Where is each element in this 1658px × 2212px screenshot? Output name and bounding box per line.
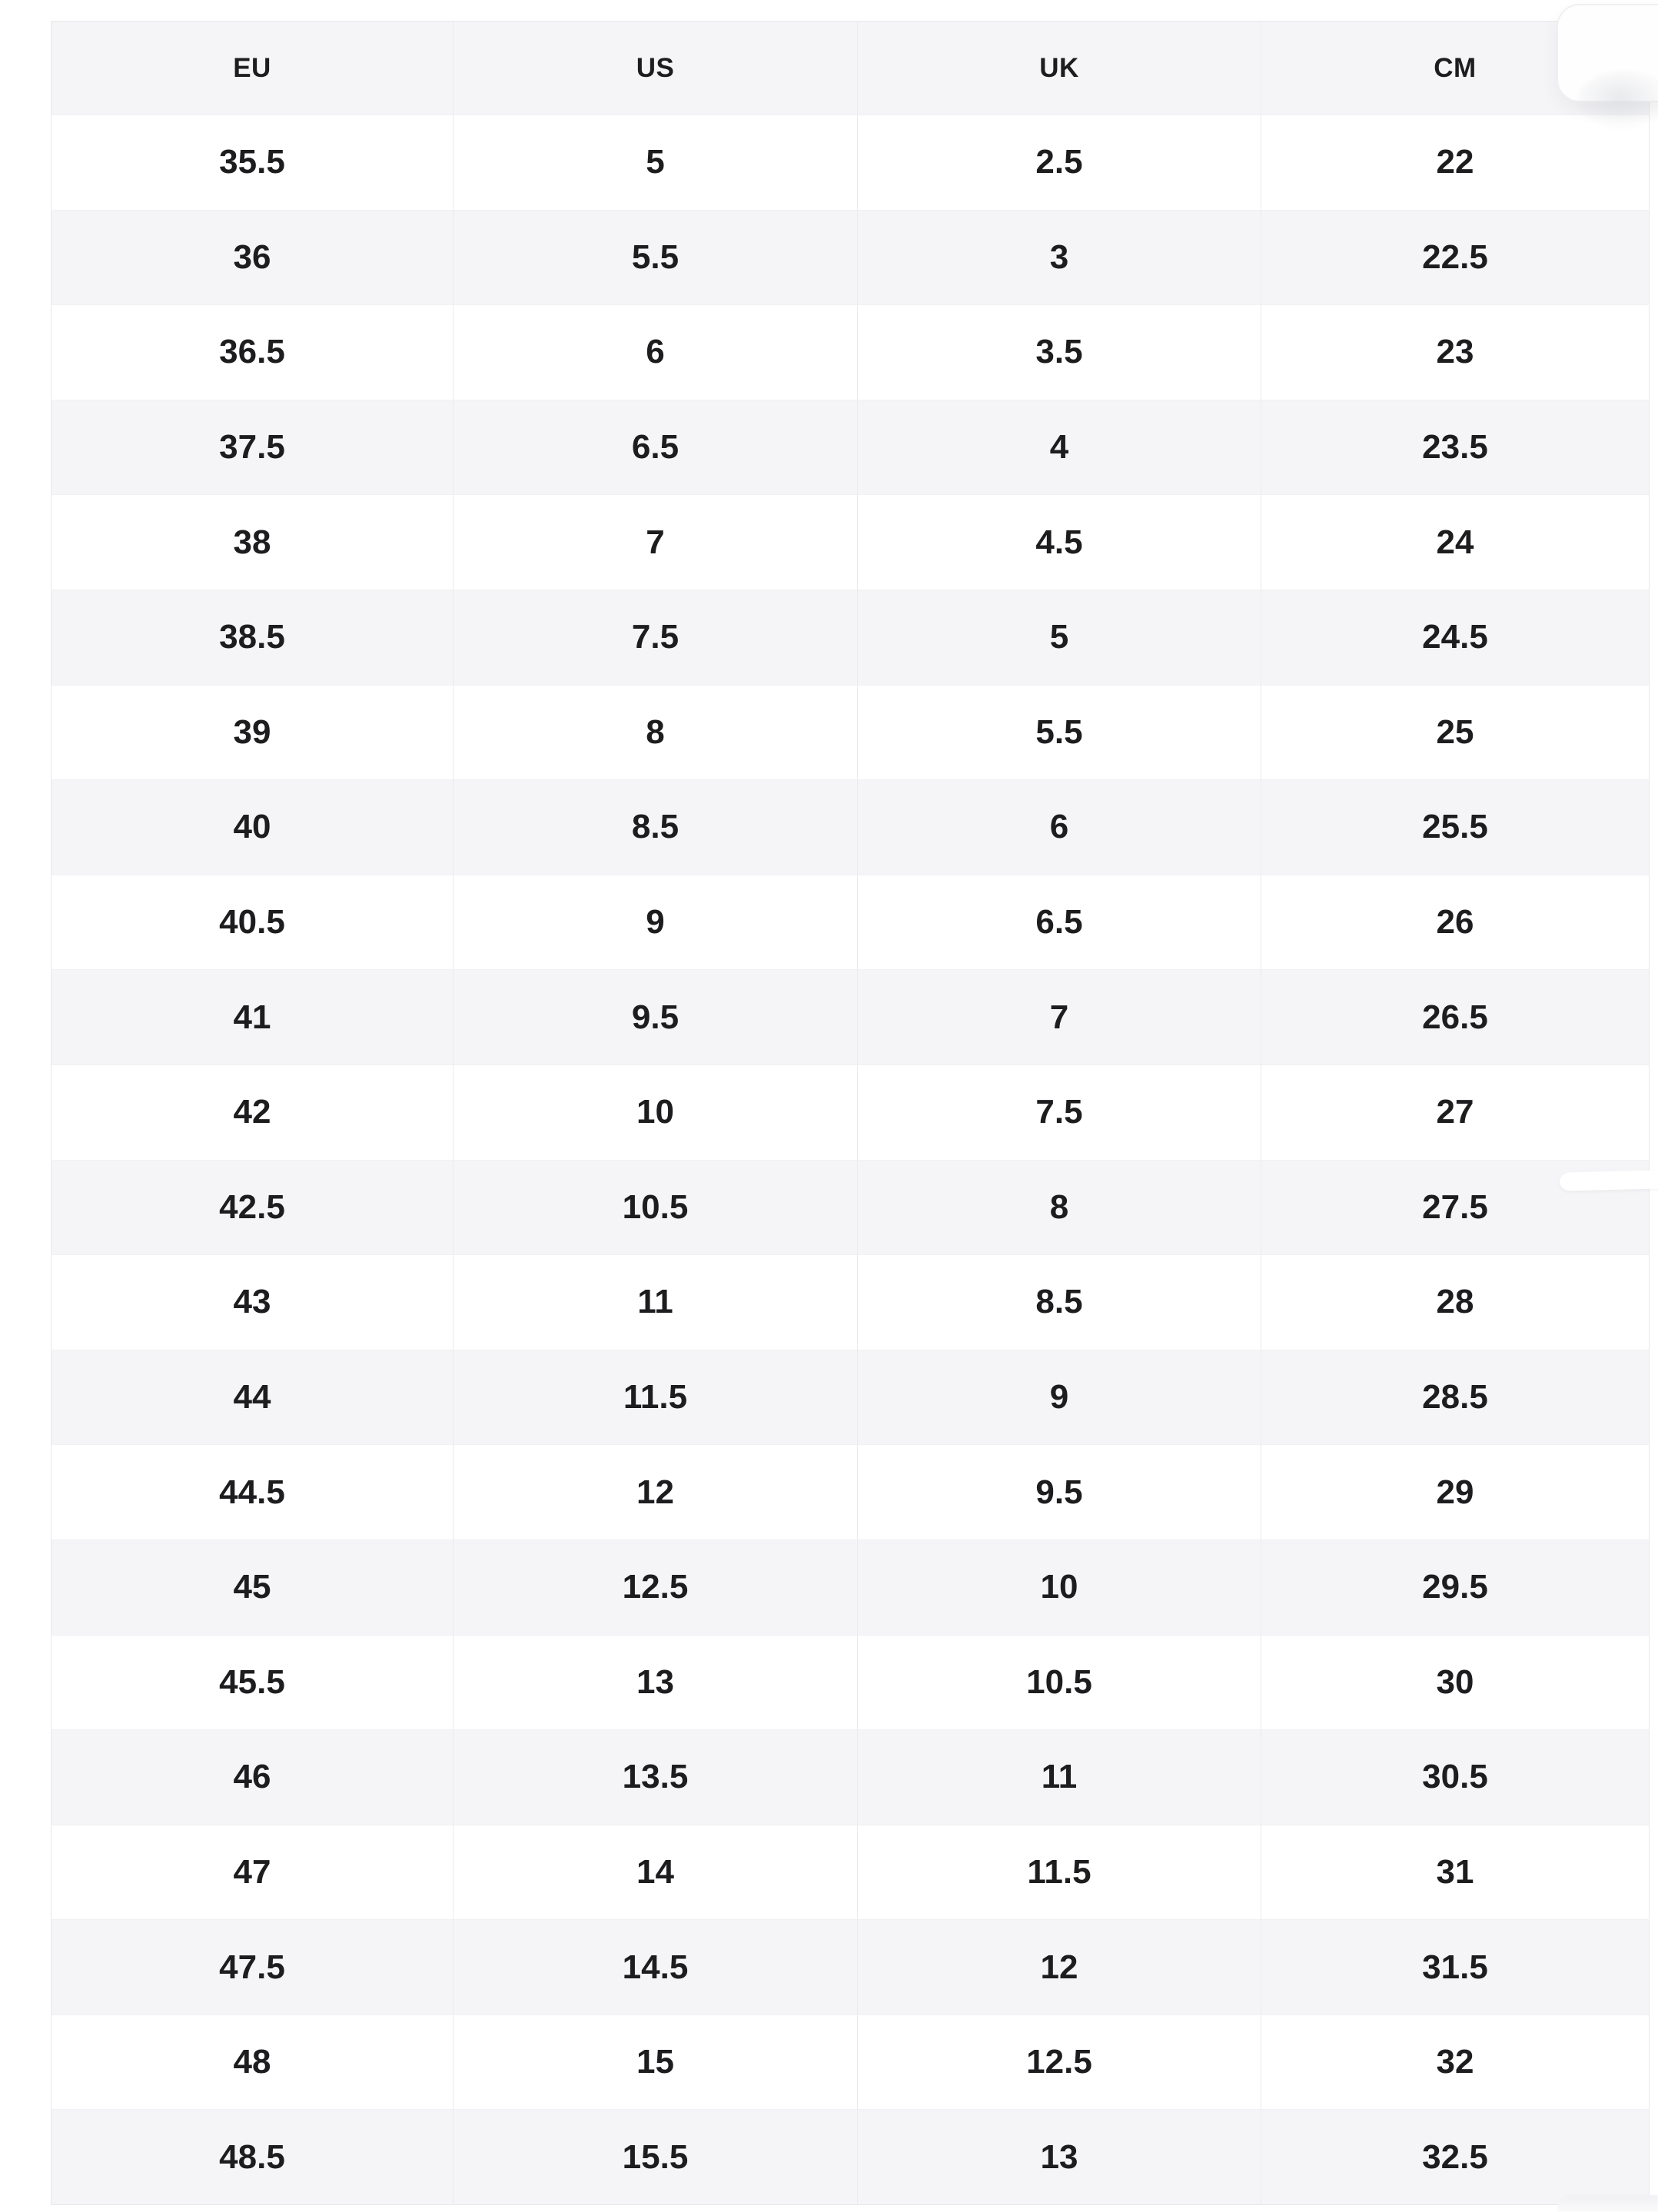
size-cell: 44 xyxy=(52,1350,454,1445)
size-cell: 2.5 xyxy=(858,115,1261,211)
size-cell: 11 xyxy=(454,1255,858,1350)
size-cell: 5.5 xyxy=(454,210,858,305)
size-conversion-table xyxy=(51,21,1650,2205)
size-cell: 7 xyxy=(454,495,858,590)
size-cell: 6 xyxy=(454,305,858,400)
size-cell: 36.5 xyxy=(52,305,454,400)
size-cell: 26 xyxy=(1261,875,1650,970)
size-cell: 25.5 xyxy=(1261,780,1650,875)
size-cell: 22 xyxy=(1261,115,1650,211)
size-cell: 48.5 xyxy=(52,2110,454,2205)
size-cell: 22.5 xyxy=(1261,210,1650,305)
size-cell: 47.5 xyxy=(52,1920,454,2015)
size-cell: 42 xyxy=(52,1064,454,1160)
table-row xyxy=(52,875,1650,970)
table-row xyxy=(52,2110,1650,2205)
table-row xyxy=(52,1635,1650,1730)
size-cell: 23 xyxy=(1261,305,1650,400)
size-cell: 14 xyxy=(454,1825,858,1920)
table-row xyxy=(52,1255,1650,1350)
size-cell: 38 xyxy=(52,495,454,590)
size-cell: 48 xyxy=(52,2014,454,2110)
size-cell: 41 xyxy=(52,970,454,1065)
size-cell: 31 xyxy=(1261,1825,1650,1920)
size-cell: 30.5 xyxy=(1261,1730,1650,1825)
size-cell: 3 xyxy=(858,210,1261,305)
size-cell: 10.5 xyxy=(454,1160,858,1255)
size-cell: 5 xyxy=(454,115,858,211)
table-row xyxy=(52,1445,1650,1540)
size-cell: 13 xyxy=(454,1635,858,1730)
size-cell: 28.5 xyxy=(1261,1350,1650,1445)
size-cell: 25 xyxy=(1261,685,1650,780)
table-row xyxy=(52,1730,1650,1825)
table-row xyxy=(52,780,1650,875)
column-header-us: US xyxy=(454,22,858,115)
size-cell: 10 xyxy=(858,1539,1261,1635)
table-row xyxy=(52,1920,1650,2015)
size-cell: 9.5 xyxy=(454,970,858,1065)
size-cell: 24 xyxy=(1261,495,1650,590)
floating-card-edge-artifact xyxy=(1560,1170,1658,1191)
size-cell: 39 xyxy=(52,685,454,780)
header-row xyxy=(52,22,1650,115)
size-cell: 44.5 xyxy=(52,1445,454,1540)
table-row xyxy=(52,590,1650,685)
size-cell: 37.5 xyxy=(52,400,454,495)
size-cell: 5 xyxy=(858,590,1261,685)
size-cell: 12.5 xyxy=(858,2014,1261,2110)
column-header-uk: UK xyxy=(858,22,1261,115)
size-cell: 47 xyxy=(52,1825,454,1920)
size-cell: 4.5 xyxy=(858,495,1261,590)
size-cell: 11 xyxy=(858,1730,1261,1825)
size-cell: 10 xyxy=(454,1064,858,1160)
size-cell: 9.5 xyxy=(858,1445,1261,1540)
size-cell: 3.5 xyxy=(858,305,1261,400)
size-cell: 27.5 xyxy=(1261,1160,1650,1255)
table-row xyxy=(52,685,1650,780)
table-row xyxy=(52,1825,1650,1920)
size-cell: 12 xyxy=(454,1445,858,1540)
size-cell: 12 xyxy=(858,1920,1261,2015)
size-cell: 7.5 xyxy=(858,1064,1261,1160)
size-cell: 45.5 xyxy=(52,1635,454,1730)
size-cell: 27 xyxy=(1261,1064,1650,1160)
table-row xyxy=(52,1350,1650,1445)
size-cell: 8.5 xyxy=(454,780,858,875)
size-cell: 46 xyxy=(52,1730,454,1825)
table-row xyxy=(52,1064,1650,1160)
size-cell: 36 xyxy=(52,210,454,305)
size-cell: 10.5 xyxy=(858,1635,1261,1730)
size-cell: 8 xyxy=(858,1160,1261,1255)
size-cell: 40.5 xyxy=(52,875,454,970)
size-cell: 29.5 xyxy=(1261,1539,1650,1635)
size-cell: 9 xyxy=(858,1350,1261,1445)
size-cell: 42.5 xyxy=(52,1160,454,1255)
size-cell: 13 xyxy=(858,2110,1261,2205)
size-table-body xyxy=(52,115,1650,2205)
size-cell: 13.5 xyxy=(454,1730,858,1825)
size-cell: 15 xyxy=(454,2014,858,2110)
size-cell: 32 xyxy=(1261,2014,1650,2110)
table-row xyxy=(52,305,1650,400)
size-table-header xyxy=(52,22,1650,115)
size-cell: 5.5 xyxy=(858,685,1261,780)
size-cell: 35.5 xyxy=(52,115,454,211)
size-cell: 30 xyxy=(1261,1635,1650,1730)
size-cell: 11.5 xyxy=(454,1350,858,1445)
size-cell: 29 xyxy=(1261,1445,1650,1540)
size-cell: 38.5 xyxy=(52,590,454,685)
column-header-eu: EU xyxy=(52,22,454,115)
size-cell: 40 xyxy=(52,780,454,875)
size-cell: 8 xyxy=(454,685,858,780)
size-cell: 7.5 xyxy=(454,590,858,685)
table-row xyxy=(52,400,1650,495)
size-cell: 23.5 xyxy=(1261,400,1650,495)
size-cell: 9 xyxy=(454,875,858,970)
size-cell: 28 xyxy=(1261,1255,1650,1350)
bottom-overlay-artifact xyxy=(1558,2195,1658,2212)
table-row xyxy=(52,2014,1650,2110)
table-row xyxy=(52,970,1650,1065)
size-cell: 7 xyxy=(858,970,1261,1065)
size-cell: 45 xyxy=(52,1539,454,1635)
size-cell: 8.5 xyxy=(858,1255,1261,1350)
size-cell: 32.5 xyxy=(1261,2110,1650,2205)
size-cell: 11.5 xyxy=(858,1825,1261,1920)
size-cell: 6.5 xyxy=(858,875,1261,970)
table-row xyxy=(52,1539,1650,1635)
size-cell: 43 xyxy=(52,1255,454,1350)
size-cell: 6 xyxy=(858,780,1261,875)
size-cell: 26.5 xyxy=(1261,970,1650,1065)
size-cell: 15.5 xyxy=(454,2110,858,2205)
column-header-cm: CM xyxy=(1261,22,1650,115)
size-cell: 31.5 xyxy=(1261,1920,1650,2015)
size-cell: 24.5 xyxy=(1261,590,1650,685)
size-cell: 12.5 xyxy=(454,1539,858,1635)
size-cell: 4 xyxy=(858,400,1261,495)
table-row xyxy=(52,115,1650,211)
table-row xyxy=(52,1160,1650,1255)
table-row xyxy=(52,210,1650,305)
table-row xyxy=(52,495,1650,590)
size-cell: 14.5 xyxy=(454,1920,858,2015)
size-cell: 6.5 xyxy=(454,400,858,495)
